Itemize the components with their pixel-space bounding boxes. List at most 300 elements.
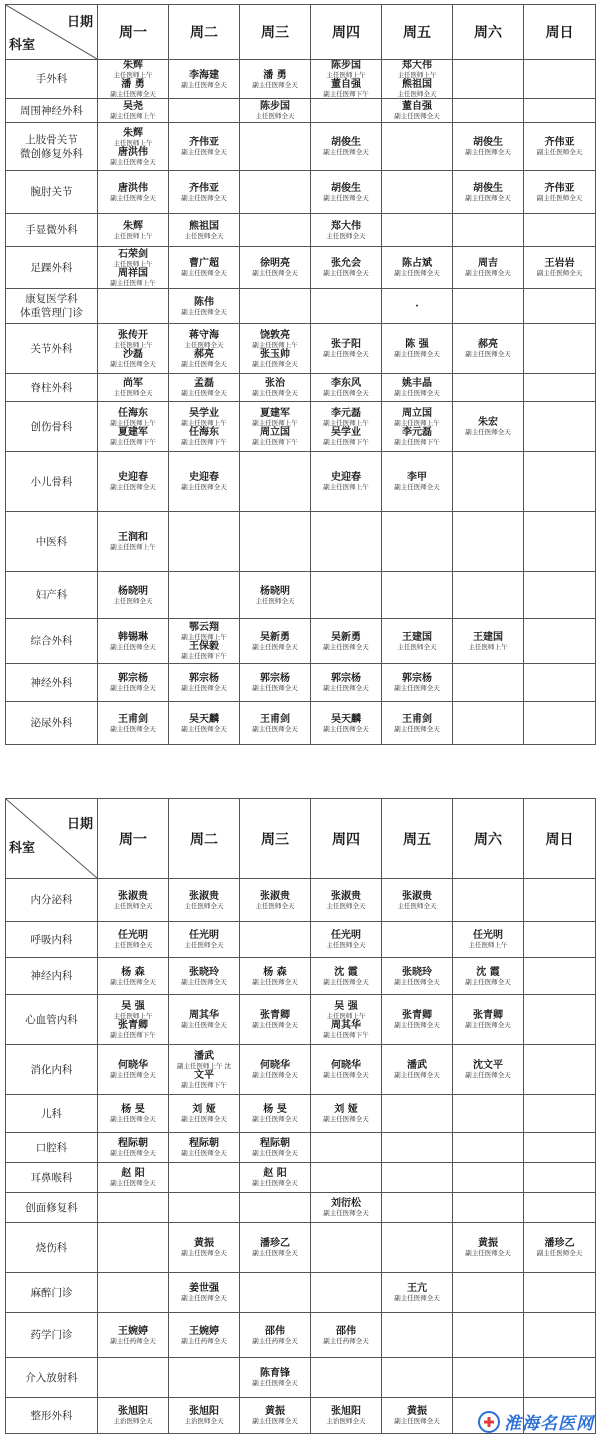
doctor-title-session: 副主任医师全天 [394, 269, 440, 277]
doctor-title-session: 主任医师全天 [113, 389, 153, 397]
department-cell [6, 123, 98, 171]
schedule-cell-mon [98, 99, 169, 123]
doctor-entry [311, 1060, 381, 1079]
doctor-name: 齐伟亚 [189, 137, 219, 148]
day-header-sun: 周日 [524, 799, 596, 879]
department-name: 神经外科 [30, 676, 73, 689]
doctor-title-session: 副主任医师全天 [181, 977, 227, 986]
table-row [6, 958, 596, 995]
doctor-title-session: 主任医师全天 [397, 642, 437, 651]
doctor-entry [382, 1060, 452, 1079]
doctor-name: 尚军 [123, 378, 143, 389]
doctor-entry [240, 586, 310, 605]
doctor-name: 齐伟亚 [544, 182, 575, 194]
day-header-tue: 周二 [169, 5, 240, 60]
table-row [6, 1313, 596, 1358]
department-name: 神经内科 [30, 970, 73, 982]
doctor-title-session: 主任医师上午 [326, 71, 366, 79]
doctor-entry [98, 632, 168, 651]
doctor-title-session: 副主任医师全天 [181, 269, 227, 277]
doctor-entry [382, 967, 452, 986]
schedule-cell-tue [169, 214, 240, 247]
doctor-entry [311, 79, 381, 98]
schedule-table-internal [5, 798, 596, 1434]
doctor-title-session: 副主任医师全天 [536, 193, 583, 202]
doctor-title-session: 副主任医师全天 [110, 483, 156, 491]
header-row [6, 5, 596, 60]
doctor-title-session: 主任医师上午 [113, 340, 153, 349]
doctor-title-session: 副主任医师全天 [394, 1417, 440, 1425]
doctor-entry [311, 221, 381, 240]
doctor-entry [240, 1326, 310, 1345]
doctor-entry [382, 1406, 452, 1425]
doctor-name: 周吉 [478, 258, 498, 269]
doctor-name: 李元磊 [331, 407, 361, 419]
doctor-entry [169, 297, 239, 316]
department-cell [6, 1193, 98, 1223]
doctor-name: 黄振 [265, 1406, 285, 1417]
section-gap [0, 785, 600, 798]
doctor-title-session: 副主任医师上午 [181, 418, 227, 427]
doctor-entry [311, 1406, 381, 1425]
schedule-cell-sun [524, 99, 596, 123]
doctor-entry [453, 258, 523, 277]
schedule-cell-mon [98, 171, 169, 214]
doctor-title-session: 副主任医师全天 [110, 642, 156, 651]
doctor-title-session: 副主任药师全天 [323, 1336, 369, 1345]
schedule-cell-sun [524, 247, 596, 289]
doctor-name: 姜世强 [189, 1283, 219, 1294]
schedule-cell-wed [240, 619, 311, 664]
doctor-entry [169, 930, 239, 949]
schedule-cell-wed [240, 247, 311, 289]
schedule-cell-thu [311, 995, 382, 1045]
doctor-name: 韩锡琳 [118, 631, 148, 643]
doctor-name: 程际朝 [189, 1138, 219, 1149]
doctor-name: 张青卿 [402, 1010, 432, 1021]
schedule-cell-tue [169, 1045, 240, 1095]
doctor-entry [98, 891, 168, 910]
doctor-title-session: 副主任医师全天 [323, 269, 369, 277]
doctor-title-session: 副主任医师全天 [394, 977, 440, 986]
table-row [6, 214, 596, 247]
doctor-entry [311, 673, 381, 692]
department-cell [6, 1223, 98, 1273]
doctor-name: 李甲 [407, 472, 427, 483]
doctor-entry [169, 1051, 239, 1070]
doctor-title-session: 副主任医师全天 [536, 1249, 583, 1257]
table-row [6, 99, 596, 123]
doctor-name: 李东风 [331, 378, 361, 389]
doctor-name: 唐洪伟 [118, 146, 148, 158]
schedule-cell-wed [240, 60, 311, 99]
doctor-title-session: 副主任医师上午 [110, 112, 156, 120]
doctor-entry [453, 339, 523, 358]
doctor-title-session: 主任医师全天 [184, 901, 224, 910]
doctor-entry [311, 1104, 381, 1123]
doctor-title-session: 副主任医师全天 [252, 1249, 298, 1257]
schedule-cell-thu [311, 879, 382, 922]
doctor-title-session: 主任医师上午 [113, 259, 153, 268]
doctor-entry [98, 79, 168, 98]
schedule-cell-mon [98, 572, 169, 619]
doctor-title-session: 主任医师全天 [326, 231, 366, 240]
doctor-title-session: 主任医师上午 [113, 138, 153, 147]
doctor-entry [98, 1104, 168, 1123]
doctor-entry [311, 339, 381, 358]
schedule-cell-thu [311, 512, 382, 572]
schedule-cell-sun [524, 452, 596, 512]
doctor-title-session: 副主任医师全天 [181, 724, 227, 733]
department-cell [6, 1398, 98, 1434]
schedule-cell-fri [382, 958, 453, 995]
schedule-cell-thu [311, 572, 382, 619]
doctor-entry [453, 1238, 523, 1257]
schedule-cell-thu [311, 702, 382, 745]
schedule-cell-sun [524, 1193, 596, 1223]
doctor-name: 郭宗杨 [331, 673, 361, 684]
doctor-entry [524, 258, 595, 277]
doctor-name: 张淑贵 [402, 890, 432, 902]
doctor-entry [240, 349, 310, 368]
schedule-cell-mon [98, 1223, 169, 1273]
doctor-entry [240, 1168, 310, 1187]
doctor-entry [311, 408, 381, 427]
doctor-entry [382, 427, 452, 446]
doctor-name: 吴天麟 [331, 713, 361, 725]
doctor-title-session: 副主任医师全天 [465, 193, 511, 202]
doctor-title-session: 副主任医师全天 [536, 269, 583, 277]
schedule-cell-sat [453, 214, 524, 247]
schedule-cell-tue [169, 512, 240, 572]
doctor-title-session: 副主任医师全天 [323, 684, 369, 692]
doctor-entry [98, 586, 168, 605]
doctor-name: 刘 娅 [334, 1104, 358, 1115]
table-row [6, 60, 596, 99]
doctor-entry [98, 349, 168, 368]
schedule-cell-sun [524, 402, 596, 452]
department-name: 麻醉门诊 [30, 1286, 73, 1299]
doctor-title-session: 副主任医师下午 [323, 90, 369, 98]
department-name: 脊柱外科 [30, 381, 73, 394]
doctor-name: 任光明 [473, 930, 503, 941]
doctor-title-session: 主任医师全天 [397, 90, 437, 98]
doctor-title-session: 副主任医师全天 [394, 112, 440, 120]
doctor-title-session: 副主任医师上午 [110, 543, 156, 551]
schedule-cell-mon [98, 922, 169, 958]
doctor-title-session: 主任医师上午 [468, 642, 508, 651]
doctor-title-session: 主任医师全天 [255, 596, 295, 605]
schedule-cell-sat [453, 374, 524, 402]
doctor-title-session: 副主任医师全天 [181, 1294, 227, 1302]
doctor-title-session: 副主任医师全天 [181, 148, 227, 156]
schedule-cell-thu [311, 289, 382, 324]
doctor-name: 曹广超 [189, 258, 219, 269]
department-cell [6, 171, 98, 214]
schedule-cell-fri [382, 1045, 453, 1095]
schedule-cell-tue [169, 402, 240, 452]
doctor-title-session: 副主任医师全天 [252, 724, 298, 733]
schedule-cell-wed [240, 1045, 311, 1095]
doctor-title-session: 副主任医师全天 [394, 483, 440, 491]
doctor-name: 郝亮 [194, 348, 214, 360]
doctor-entry [382, 632, 452, 651]
doctor-title-session: 主治医师全天 [113, 1417, 153, 1425]
schedule-cell-sun [524, 1163, 596, 1193]
doctor-name: 王甫剑 [260, 713, 290, 725]
doctor-entry [98, 183, 168, 202]
department-name: 消化内科 [30, 1063, 73, 1076]
doctor-name: 王建国 [473, 631, 503, 643]
doctor-entry [311, 258, 381, 277]
schedule-cell-tue [169, 1095, 240, 1133]
doctor-title-session: 副主任医师全天 [323, 642, 369, 651]
schedule-cell-thu [311, 1193, 382, 1223]
department-name: 腕肘关节 [30, 186, 73, 198]
doctor-name: 陈伟 [194, 296, 214, 308]
table-row [6, 1273, 596, 1313]
doctor-title-session: 副主任药师全天 [252, 1336, 298, 1345]
doctor-title-session: 副主任医师全天 [110, 90, 156, 98]
doctor-name: 沙磊 [123, 348, 143, 360]
doctor-name: 沈 霞 [476, 966, 500, 978]
doctor-entry [98, 128, 168, 147]
doctor-entry [524, 183, 595, 202]
doctor-name: 杨 旻 [121, 1104, 145, 1115]
department-cell [6, 289, 98, 324]
doctor-title-session: 副主任医师全天 [110, 157, 156, 166]
schedule-cell-sun [524, 60, 596, 99]
doctor-entry [169, 378, 239, 397]
schedule-cell-mon [98, 995, 169, 1045]
doctor-title-session: 主任医师全天 [113, 596, 153, 605]
schedule-cell-wed [240, 123, 311, 171]
schedule-cell-tue [169, 171, 240, 214]
doctor-entry [98, 532, 168, 551]
doctor-title-session: 副主任医师全天 [465, 350, 511, 358]
doctor-title-session: 副主任医师全天 [465, 1021, 511, 1029]
doctor-name: 杨晓明 [118, 585, 148, 597]
doctor-title-session: 主任医师全天 [397, 901, 437, 910]
doctor-name: 唐洪伟 [118, 182, 148, 194]
schedule-cell-wed [240, 702, 311, 745]
doctor-name: 潘 勇 [121, 79, 145, 90]
doctor-title-session: 副主任医师全天 [323, 148, 369, 156]
doctor-name: 熊祖国 [189, 220, 219, 232]
schedule-cell-sun [524, 1095, 596, 1133]
schedule-cell-sun [524, 214, 596, 247]
doctor-name: 饶敦亮 [260, 329, 290, 341]
schedule-cell-fri [382, 123, 453, 171]
schedule-cell-fri [382, 922, 453, 958]
doctor-name: 任光明 [118, 930, 148, 941]
doctor-name: 陈占斌 [402, 258, 432, 269]
schedule-cell-tue [169, 1313, 240, 1358]
doctor-name: 邵伟 [336, 1325, 356, 1337]
doctor-entry [98, 427, 168, 446]
day-header-sun: 周日 [524, 5, 596, 60]
schedule-cell-sat [453, 879, 524, 922]
doctor-title-session: 主任医师全天 [255, 901, 295, 910]
doctor-title-session: 主任医师全天 [326, 941, 366, 949]
table-row [6, 1133, 596, 1163]
doctor-name: 王甫剑 [118, 713, 148, 725]
doctor-name: 张淑贵 [189, 890, 219, 902]
doctor-name: 胡俊生 [473, 137, 503, 148]
schedule-cell-tue [169, 879, 240, 922]
schedule-cell-mon [98, 1273, 169, 1313]
schedule-cell-mon [98, 374, 169, 402]
schedule-cell-sun [524, 702, 596, 745]
table-row [6, 572, 596, 619]
doctor-entry [169, 472, 239, 491]
doctor-entry [524, 1238, 595, 1257]
doctor-name: 王保毅 [189, 641, 219, 652]
doctor-entry [240, 258, 310, 277]
department-name: 足踝外科 [30, 261, 73, 274]
doctor-entry [169, 1104, 239, 1123]
doctor-name: 郑大伟 [331, 220, 361, 232]
doctor-entry [311, 183, 381, 202]
schedule-cell-mon [98, 1193, 169, 1223]
doctor-entry [169, 1238, 239, 1257]
schedule-cell-fri [382, 664, 453, 702]
doctor-title-session: 副主任医师上午 [252, 340, 298, 349]
table-row [6, 995, 596, 1045]
table-row [6, 171, 596, 214]
schedule-cell-fri [382, 1358, 453, 1398]
schedule-cell-mon [98, 702, 169, 745]
doctor-title-session: 副主任医师全天 [181, 1115, 227, 1123]
doctor-entry [311, 1326, 381, 1345]
schedule-cell-fri [382, 374, 453, 402]
doctor-title-session: 副主任医师上午 [394, 418, 440, 427]
doctor-name: 陈育锋 [260, 1368, 290, 1379]
day-header-tue: 周二 [169, 799, 240, 879]
doctor-name: 潘珍乙 [260, 1238, 290, 1249]
department-cell [6, 324, 98, 374]
schedule-cell-sat [453, 1273, 524, 1313]
schedule-cell-tue [169, 572, 240, 619]
doctor-name: 任光明 [331, 930, 361, 941]
day-header-thu: 周四 [311, 5, 382, 60]
doctor-entry [453, 930, 523, 949]
schedule-cell-thu [311, 324, 382, 374]
department-name: 综合外科 [30, 635, 73, 647]
schedule-cell-mon [98, 289, 169, 324]
schedule-cell-sun [524, 664, 596, 702]
doctor-entry [98, 930, 168, 949]
doctor-name: 周祥国 [118, 267, 148, 279]
doctor-name: 朱辉 [123, 127, 143, 139]
schedule-cell-sun [524, 123, 596, 171]
doctor-title-session: 副主任医师全天 [465, 1071, 511, 1079]
doctor-entry [311, 632, 381, 651]
schedule-cell-wed [240, 879, 311, 922]
schedule-cell-sun [524, 324, 596, 374]
schedule-cell-thu [311, 1273, 382, 1313]
table-row [6, 1193, 596, 1223]
doctor-entry [169, 137, 239, 156]
schedule-cell-wed [240, 99, 311, 123]
department-name: 关节外科 [30, 342, 73, 355]
department-name: 药学门诊 [30, 1329, 73, 1341]
schedule-cell-tue [169, 60, 240, 99]
department-name: 烧伤科 [35, 1241, 68, 1254]
schedule-cell-wed [240, 452, 311, 512]
schedule-cell-mon [98, 1313, 169, 1358]
doctor-title-session: 副主任医师全天 [394, 1021, 440, 1029]
day-header-sat: 周六 [453, 799, 524, 879]
schedule-cell-thu [311, 1223, 382, 1273]
doctor-name: 朱辉 [123, 60, 143, 71]
doctor-title-session: 副主任医师下午 [110, 1030, 156, 1039]
doctor-title-session: 副主任医师全天 [252, 642, 298, 651]
doctor-title-session: 副主任医师全天 [536, 148, 583, 156]
doctor-entry [240, 70, 310, 89]
department-name: 周围神经外科 [20, 104, 83, 117]
doctor-name: 张青卿 [260, 1010, 290, 1021]
doctor-title-session: 主任医师全天 [184, 340, 224, 349]
doctor-title-session: 主治医师全天 [184, 1417, 224, 1425]
schedule-cell-fri [382, 99, 453, 123]
doctor-name: 程际朝 [118, 1138, 148, 1149]
doctor-name: 张治 [265, 378, 285, 389]
doctor-name: 张传开 [118, 329, 148, 341]
doctor-entry [98, 378, 168, 397]
doctor-title-session: 副主任药师全天 [181, 1336, 227, 1345]
doctor-entry [169, 349, 239, 368]
schedule-cell-mon [98, 1045, 169, 1095]
department-name: 呼吸内科 [30, 933, 73, 946]
day-header-sat: 周六 [453, 5, 524, 60]
doctor-entry [98, 1326, 168, 1345]
schedule-cell-tue [169, 619, 240, 664]
table-row [6, 324, 596, 374]
doctor-title-session: 副主任医师全天 [181, 389, 227, 397]
schedule-cell-wed [240, 958, 311, 995]
doctor-name: 周立国 [402, 407, 432, 419]
doctor-name: 王岩岩 [544, 258, 575, 269]
day-header-mon: 周一 [98, 5, 169, 60]
department-cell [6, 1095, 98, 1133]
doctor-title-session: 副主任医师全天 [252, 684, 298, 692]
doctor-entry [98, 408, 168, 427]
doctor-name: 郭宗杨 [402, 673, 432, 684]
doctor-name: 周其华 [189, 1010, 219, 1021]
doctor-name: 赵 阳 [121, 1168, 145, 1179]
doctor-name: 朱宏 [478, 417, 498, 428]
doctor-title-session: 副主任医师全天 [323, 350, 369, 358]
department-name: 体重管理门诊 [20, 307, 83, 319]
doctor-name: 夏建军 [118, 426, 148, 438]
doctor-entry [240, 714, 310, 733]
doctor-name: 何晓华 [118, 1060, 148, 1071]
schedule-cell-thu [311, 60, 382, 99]
doctor-entry [311, 967, 381, 986]
schedule-cell-thu [311, 1045, 382, 1095]
schedule-cell-thu [311, 619, 382, 664]
schedule-cell-wed [240, 324, 311, 374]
doctor-title-session: 副主任医师上午 沈 [176, 1061, 232, 1070]
doctor-entry [382, 339, 452, 358]
doctor-title-session: 副主任医师下午 [110, 437, 156, 446]
doctor-name: 邵伟 [265, 1325, 285, 1337]
doctor-entry [98, 1406, 168, 1425]
doctor-title-session: 副主任医师全天 [394, 684, 440, 692]
schedule-cell-sun [524, 958, 596, 995]
doctor-name: 任海东 [118, 407, 148, 419]
